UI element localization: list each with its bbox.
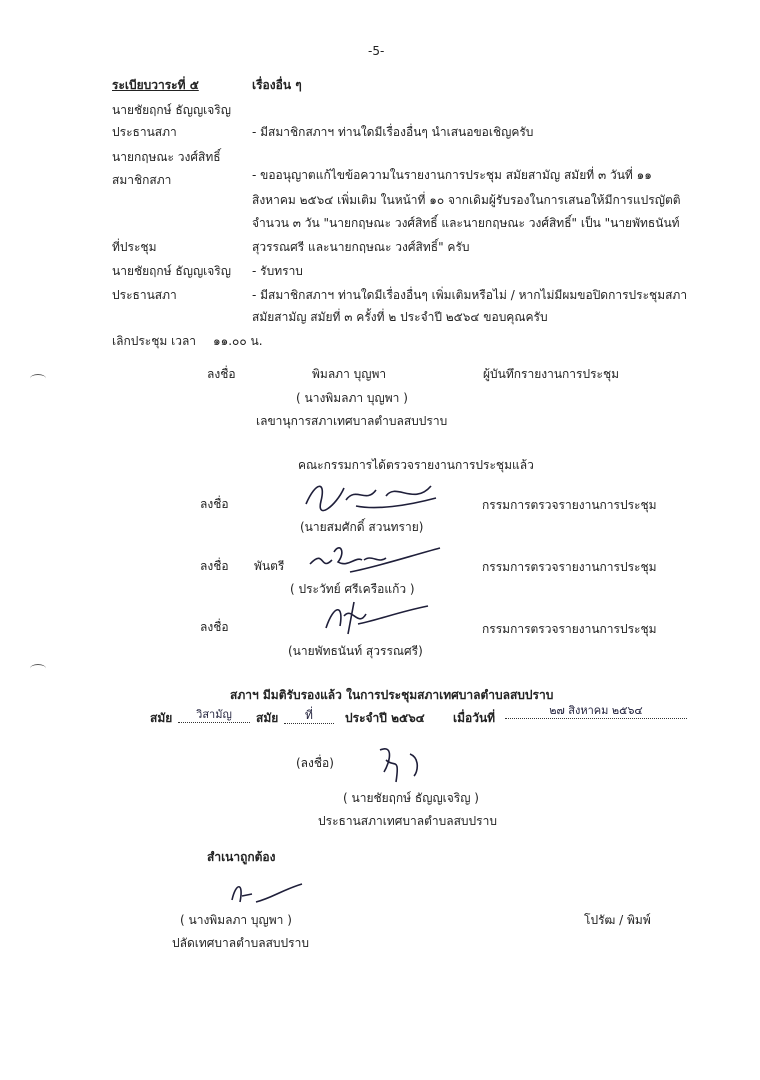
committee-name: (นายสมศักดิ์ สวนทราย) <box>300 520 424 534</box>
statement-line: - มีสมาชิกสภาฯ ท่านใดมีเรื่องอื่นๆ นำเสนอขอเชิญครับ <box>252 125 534 139</box>
samai-no-value: ที่ <box>284 708 334 724</box>
recorder-position: เลขานุการสภาเทศบาลตำบลสบปราบ <box>256 414 448 428</box>
date-label: เมื่อวันที่ <box>453 711 496 725</box>
sign-label: ลงชื่อ <box>200 497 229 511</box>
samai-label: สมัย <box>150 711 173 725</box>
president-name: ( นายชัยฤกษ์ ธัญญเจริญ ) <box>343 791 479 805</box>
punch-hole <box>30 374 46 383</box>
speaker-role: ประธานสภา <box>112 125 177 139</box>
typist-note: โปรัฒ / พิมพ์ <box>584 913 651 927</box>
committee-name: ( ประวัทย์ ศรีเครือแก้ว ) <box>290 582 415 596</box>
statement-line: - ขออนุญาตแก้ไขข้อความในรายงานการประชุม สมัยสามัญ สมัยที่ ๓ วันที่ ๑๑ <box>252 168 652 182</box>
agenda-title: เรื่องอื่น ๆ <box>252 78 302 92</box>
recorder-name: ( นางพิมลภา บุญพา ) <box>296 391 408 405</box>
speaker-name: นายชัยฤกษ์ ธัญญเจริญ <box>112 103 231 117</box>
speaker-name: นายชัยฤกษ์ ธัญญเจริญ <box>112 264 231 278</box>
committee-heading: คณะกรรมการได้ตรวจรายงานการประชุมแล้ว <box>298 458 534 472</box>
signature-mark <box>222 876 312 910</box>
certified-copy-heading: สำเนาถูกต้อง <box>207 850 276 864</box>
speaker-name: ที่ประชุม <box>112 240 157 254</box>
recorder-signature-name: พิมลภา บุญพา <box>312 367 387 381</box>
page-number: -5- <box>368 44 385 58</box>
recorder-role: ผู้บันทึกรายงานการประชุม <box>483 367 620 381</box>
committee-role: กรรมการตรวจรายงานการประชุม <box>482 498 657 512</box>
sign-label: ลงชื่อ <box>200 559 229 573</box>
statement-line: - มีสมาชิกสภาฯ ท่านใดมีเรื่องอื่นๆ เพิ่มเติมหรือไม่ / หากไม่มีผมขอปิดการประชุมสภา <box>252 288 688 302</box>
statement-line: จำนวน ๓ วัน "นายกฤษณะ วงศ์สิทธิ์ และนายกฤษณะ วงศ์สิทธิ์" เป็น "นายพัทธนันท์ <box>252 216 680 230</box>
statement-line: สมัยสามัญ สมัยที่ ๓ ครั้งที่ ๒ ประจำปี ๒๕๖๔ ขอบคุณครับ <box>252 310 548 324</box>
certified-copy-name: ( นางพิมลภา บุญพา ) <box>180 913 292 927</box>
speaker-name: นายกฤษณะ วงศ์สิทธิ์ <box>112 150 221 164</box>
signature-mark <box>370 742 440 786</box>
samai-value: วิสามัญ <box>178 708 250 723</box>
committee-role: กรรมการตรวจรายงานการประชุม <box>482 622 657 636</box>
committee-name: (นายพัทธนันท์ สุวรรณศรี) <box>288 644 423 658</box>
president-position: ประธานสภาเทศบาลตำบลสบปราบ <box>318 814 497 828</box>
closing-time: ๑๑.๐๐ น. <box>213 334 263 348</box>
statement-line: สุวรรณศรี และนายกฤษณะ วงศ์สิทธิ์" ครับ <box>252 240 470 254</box>
agenda-label: ระเบียบวาระที่ ๕ <box>112 78 199 92</box>
committee-rank: พันตรี <box>254 559 285 573</box>
year-label: ประจำปี ๒๕๖๔ <box>345 711 425 725</box>
certification-line: สภาฯ มีมติรับรองแล้ว ในการประชุมสภาเทศบาลตำบลสบปราบ <box>230 688 554 702</box>
signature-mark <box>300 538 450 578</box>
sign-label: ลงชื่อ <box>200 620 229 634</box>
committee-role: กรรมการตรวจรายงานการประชุม <box>482 560 657 574</box>
signature-mark <box>296 476 446 516</box>
statement-line: - รับทราบ <box>252 264 303 278</box>
sign-label: (ลงชื่อ) <box>296 756 334 770</box>
date-value: ๒๗ สิงหาคม ๒๕๖๔ <box>505 704 687 719</box>
certified-copy-position: ปลัดเทศบาลตำบลสบปราบ <box>172 936 309 950</box>
sign-label: ลงชื่อ <box>207 367 236 381</box>
closing-label: เลิกประชุม เวลา <box>112 334 197 348</box>
speaker-role: ประธานสภา <box>112 288 177 302</box>
punch-hole <box>30 664 46 673</box>
signature-mark <box>318 598 438 638</box>
statement-line: สิงหาคม ๒๕๖๔ เพิ่มเติม ในหน้าที่ ๑๐ จากเดิมผู้รับรองในการเสนอให้มีการแปรญัตติ <box>252 193 681 207</box>
speaker-role: สมาชิกสภา <box>112 173 172 187</box>
samai-no-label: สมัย <box>256 711 279 725</box>
